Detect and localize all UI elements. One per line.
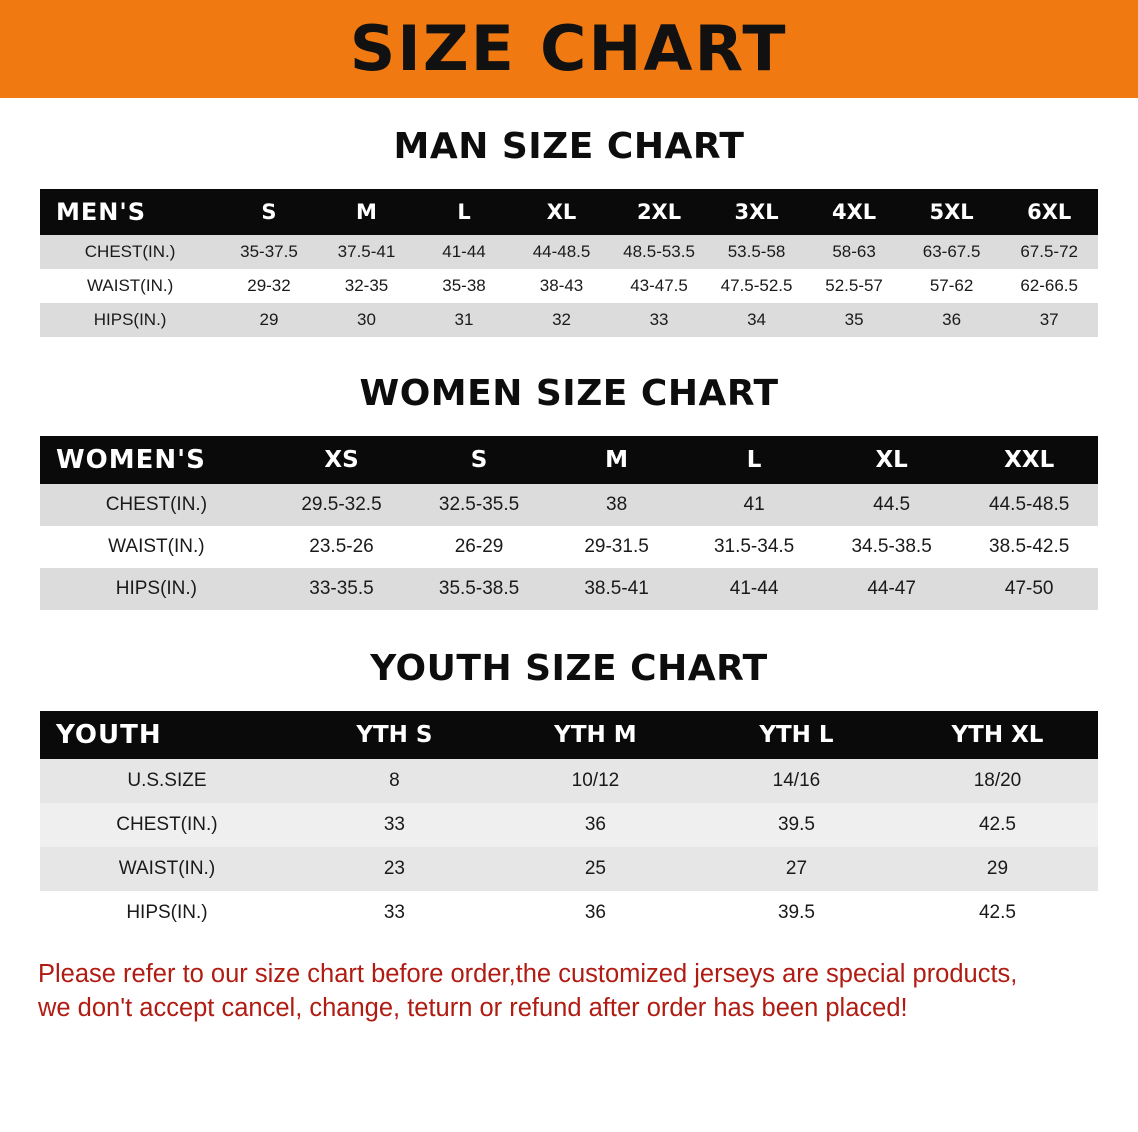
man-cell-2-7: 36: [942, 310, 962, 329]
man-cell-0-2: 41-44: [442, 242, 486, 261]
table-header-row: [40, 189, 1098, 235]
man-cell-1-1: 32-35: [344, 276, 389, 295]
man-cell-1-7: 57-62: [929, 276, 974, 295]
man-col-4: 2XL: [636, 200, 682, 224]
youth-cell-2-2: 27: [785, 858, 808, 879]
women-section-title: WOMEN SIZE CHART: [359, 373, 779, 414]
youth-cell-2-0: 23: [383, 858, 405, 879]
table-row: [40, 303, 1098, 337]
women-cell-0-5: 44.5-48.5: [989, 494, 1070, 515]
man-cell-0-1: 37.5-41: [337, 242, 396, 261]
women-cell-1-0: 23.5-26: [309, 536, 374, 557]
youth-cell-3-1: 36: [584, 902, 606, 923]
youth-cell-0-1: 10/12: [571, 770, 620, 791]
man-header-label: MEN'S: [56, 198, 146, 226]
table-header-row: [40, 711, 1098, 759]
youth-cell-0-0: 8: [389, 770, 400, 791]
man-cell-2-5: 34: [747, 310, 767, 329]
table-row: [40, 526, 1098, 568]
youth-cell-1-3: 42.5: [978, 814, 1016, 835]
man-cell-2-1: 30: [357, 310, 376, 329]
man-cell-0-5: 53.5-58: [727, 242, 786, 261]
man-col-0: S: [261, 200, 277, 224]
table-row: [40, 235, 1098, 269]
table-row: [40, 568, 1098, 610]
man-cell-2-2: 31: [454, 310, 474, 329]
youth-header-label: YOUTH: [56, 720, 162, 750]
women-col-1: S: [470, 447, 488, 473]
man-col-2: L: [457, 200, 471, 224]
women-col-3: L: [746, 447, 762, 473]
man-cell-0-0: 35-37.5: [240, 242, 298, 261]
women-col-5: XXL: [1004, 447, 1055, 473]
women-row-1-label: WAIST(IN.): [108, 536, 205, 557]
man-cell-1-6: 52.5-57: [825, 276, 883, 295]
table-row: [40, 484, 1098, 526]
youth-col-3: YTH XL: [951, 722, 1044, 748]
man-col-8: 6XL: [1027, 200, 1072, 224]
women-cell-0-4: 44.5: [873, 494, 911, 515]
man-row-2-label: HIPS(IN.): [93, 310, 167, 329]
youth-cell-1-1: 36: [584, 814, 606, 835]
women-table-wrapper: [0, 436, 1138, 610]
women-cell-1-2: 29-31.5: [584, 536, 649, 557]
women-col-4: XL: [875, 447, 908, 473]
women-row-2-label: HIPS(IN.): [115, 578, 198, 599]
youth-row-0-label: U.S.SIZE: [127, 770, 207, 791]
man-cell-1-5: 47.5-52.5: [720, 276, 793, 295]
youth-size-table: [40, 711, 1098, 935]
women-size-table: [40, 436, 1098, 610]
man-cell-1-4: 43-47.5: [630, 276, 688, 295]
women-cell-2-1: 35.5-38.5: [438, 578, 520, 599]
youth-cell-1-0: 33: [383, 814, 405, 835]
youth-cell-2-3: 29: [986, 858, 1009, 879]
women-col-2: M: [605, 447, 629, 473]
women-cell-2-4: 44-47: [867, 578, 916, 599]
man-col-7: 5XL: [929, 200, 974, 224]
women-col-0: XS: [324, 447, 359, 473]
youth-table-wrapper: [0, 711, 1138, 935]
women-cell-1-5: 38.5-42.5: [989, 536, 1070, 557]
man-col-3: XL: [546, 200, 577, 224]
women-cell-2-0: 33-35.5: [309, 578, 374, 599]
women-cell-0-1: 32.5-35.5: [438, 494, 520, 515]
women-cell-1-4: 34.5-38.5: [851, 536, 932, 557]
man-cell-2-3: 32: [552, 310, 571, 329]
man-cell-0-7: 63-67.5: [922, 242, 981, 261]
man-cell-1-0: 29-32: [247, 276, 291, 295]
man-row-1-label: WAIST(IN.): [86, 276, 174, 295]
women-header-label: WOMEN'S: [56, 445, 206, 475]
youth-cell-1-2: 39.5: [777, 814, 815, 835]
youth-cell-0-3: 18/20: [973, 770, 1022, 791]
youth-section-title: YOUTH SIZE CHART: [370, 648, 768, 689]
table-row: [40, 891, 1098, 935]
man-table-wrapper: [0, 189, 1138, 337]
youth-row-3-label: HIPS(IN.): [126, 902, 208, 923]
page-banner: [0, 0, 1138, 98]
man-cell-0-3: 44-48.5: [532, 242, 591, 261]
women-cell-0-0: 29.5-32.5: [301, 494, 382, 515]
man-col-5: 3XL: [734, 200, 779, 224]
youth-cell-0-2: 14/16: [772, 770, 821, 791]
women-cell-2-2: 38.5-41: [584, 578, 649, 599]
page-title: SIZE CHART: [350, 12, 788, 85]
policy-note: [0, 957, 1138, 1026]
man-section-title: MAN SIZE CHART: [393, 126, 745, 167]
man-size-table: [40, 189, 1098, 337]
youth-col-1: YTH M: [554, 722, 637, 748]
women-cell-1-3: 31.5-34.5: [713, 536, 795, 557]
youth-cell-3-2: 39.5: [777, 902, 815, 923]
table-row: [40, 847, 1098, 891]
women-cell-0-3: 41: [743, 494, 765, 515]
youth-cell-2-1: 25: [584, 858, 606, 879]
women-cell-1-1: 26-29: [454, 536, 504, 557]
women-cell-2-5: 47-50: [1004, 578, 1054, 599]
youth-row-2-label: WAIST(IN.): [118, 858, 216, 879]
youth-row-1-label: CHEST(IN.): [116, 814, 218, 835]
man-row-0-label: CHEST(IN.): [84, 242, 176, 261]
man-cell-2-0: 29: [259, 310, 279, 329]
man-cell-0-8: 67.5-72: [1020, 242, 1078, 261]
man-col-6: 4XL: [831, 200, 877, 224]
table-row: [40, 803, 1098, 847]
youth-cell-3-0: 33: [383, 902, 405, 923]
man-cell-0-4: 48.5-53.5: [623, 242, 695, 261]
table-row: [40, 759, 1098, 803]
man-cell-0-6: 58-63: [832, 242, 876, 261]
women-cell-0-2: 38: [606, 494, 628, 515]
table-header-row: [40, 436, 1098, 484]
man-cell-1-2: 35-38: [442, 276, 486, 295]
youth-cell-3-3: 42.5: [978, 902, 1016, 923]
man-cell-2-8: 37: [1039, 310, 1059, 329]
man-cell-2-6: 35: [844, 310, 864, 329]
women-cell-2-3: 41-44: [729, 578, 779, 599]
man-cell-1-3: 38-43: [539, 276, 584, 295]
table-row: [40, 269, 1098, 303]
man-col-1: M: [356, 200, 377, 224]
policy-note-line-2: we don't accept cancel, change, teturn or refund after order has been placed!: [38, 994, 908, 1023]
man-cell-1-8: 62-66.5: [1020, 276, 1078, 295]
youth-col-0: YTH S: [356, 722, 433, 748]
youth-col-2: YTH L: [759, 722, 834, 748]
women-row-0-label: CHEST(IN.): [105, 494, 208, 515]
policy-note-line-1: Please refer to our size chart before order,the customized jerseys are special products,: [38, 960, 1018, 988]
man-cell-2-4: 33: [649, 310, 669, 329]
